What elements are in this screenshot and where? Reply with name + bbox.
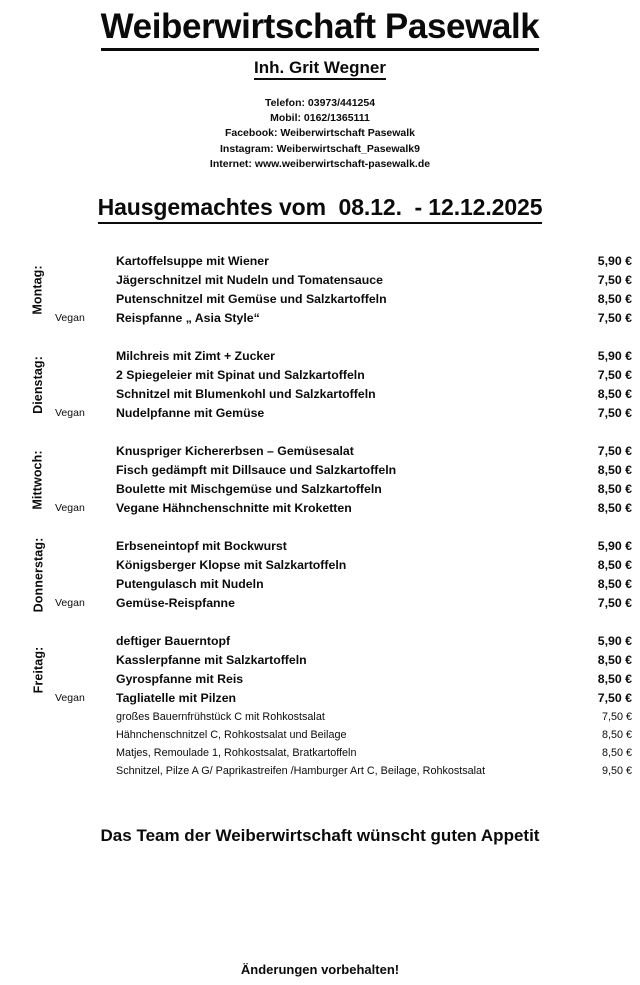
extra-price: 7,50 € — [601, 711, 632, 723]
dish-price: 8,50 € — [597, 482, 632, 496]
dish-row — [0, 537, 640, 556]
dish-price: 7,50 € — [597, 273, 632, 287]
contact-facebook: Facebook: Weiberwirtschaft Pasewalk — [224, 127, 416, 140]
dish-row — [0, 575, 640, 594]
extra-name: Hähnchenschnitzel C, Rohkostsalat und Beilage — [116, 729, 347, 741]
dish-row — [0, 689, 640, 708]
dish-name: Gyrospfanne mit Reis — [116, 672, 244, 686]
dish-name: Königsberger Klopse mit Salzkartoffeln — [116, 558, 347, 572]
dish-price: 7,50 € — [597, 691, 632, 705]
dish-row — [0, 594, 640, 613]
dish-price: 5,90 € — [597, 349, 632, 363]
dish-row — [0, 252, 640, 271]
dish-row — [0, 404, 640, 423]
dish-price: 8,50 € — [597, 387, 632, 401]
extra-row — [0, 744, 640, 762]
vegan-badge: Vegan — [55, 502, 85, 514]
owner-subtitle-text: Inh. Grit Wegner — [254, 58, 386, 80]
dish-row — [0, 442, 640, 461]
extra-row — [0, 708, 640, 726]
dish-name: Vegane Hähnchenschnitte mit Kroketten — [116, 501, 352, 515]
dish-name: Kartoffelsuppe mit Wiener — [116, 254, 269, 268]
day-group — [0, 537, 640, 632]
disclaimer-note: Änderungen vorbehalten! — [240, 962, 400, 977]
dish-name: Gemüse-Reispfanne — [116, 596, 235, 610]
extra-row — [0, 726, 640, 744]
contact-instagram: Instagram: Weiberwirtschaft_Pasewalk9 — [220, 142, 420, 155]
dish-row — [0, 347, 640, 366]
dish-price: 8,50 € — [597, 672, 632, 686]
dish-name: Milchreis mit Zimt + Zucker — [116, 349, 275, 363]
dish-name: deftiger Bauerntopf — [116, 634, 231, 648]
dish-price: 7,50 € — [597, 311, 632, 325]
dish-row — [0, 366, 640, 385]
dish-name: Boulette mit Mischgemüse und Salzkartoffeln — [116, 482, 382, 496]
dish-row — [0, 499, 640, 518]
dish-row — [0, 556, 640, 575]
period-heading — [0, 194, 640, 222]
extra-name: Matjes, Remoulade 1, Rohkostsalat, Bratkartoffeln — [116, 747, 357, 759]
extras-list — [0, 708, 640, 780]
day-group — [0, 347, 640, 442]
dish-name: Tagliatelle mit Pilzen — [116, 691, 237, 705]
dish-name: Nudelpfanne mit Gemüse — [116, 406, 265, 420]
day-label-text: Dienstag: — [30, 356, 45, 414]
dish-row — [0, 309, 640, 328]
contact-phone: Telefon: 03973/441254 — [264, 97, 376, 109]
period-heading-text: Hausgemachtes vom 08.12. - 12.12.2025 — [98, 194, 543, 224]
dish-price: 7,50 € — [597, 406, 632, 420]
extra-row — [0, 762, 640, 780]
dish-price: 7,50 € — [597, 444, 632, 458]
day-label-text: Montag: — [30, 265, 45, 315]
day-group — [0, 442, 640, 537]
contact-website: Internet: www.weiberwirtschaft-pasewalk.de — [209, 157, 431, 170]
menu-days — [0, 252, 640, 727]
extra-name: Schnitzel, Pilze A G/ Paprikastreifen /Hamburger Art C, Beilage, Rohkostsalat — [116, 765, 486, 777]
contact-block — [0, 96, 640, 172]
dish-name: Jägerschnitzel mit Nudeln und Tomatensauce — [116, 273, 383, 287]
extra-name: großes Bauernfrühstück C mit Rohkostsalat — [116, 711, 325, 723]
dish-price: 8,50 € — [597, 501, 632, 515]
dish-name: Knuspriger Kichererbsen – Gemüsesalat — [116, 444, 354, 458]
dish-name: Putengulasch mit Nudeln — [116, 577, 264, 591]
dish-row — [0, 271, 640, 290]
appetit-message: Das Team der Weiberwirtschaft wünscht guten Appetit — [100, 826, 540, 845]
vegan-badge: Vegan — [55, 407, 85, 419]
owner-subtitle — [0, 58, 640, 78]
dish-row — [0, 461, 640, 480]
dish-price: 5,90 € — [597, 254, 632, 268]
restaurant-title-text: Weiberwirtschaft Pasewalk — [101, 7, 540, 51]
dish-row — [0, 385, 640, 404]
extra-price: 8,50 € — [601, 729, 632, 741]
dish-price: 7,50 € — [597, 596, 632, 610]
dish-price: 7,50 € — [597, 368, 632, 382]
dish-row — [0, 480, 640, 499]
vegan-badge: Vegan — [55, 692, 85, 704]
dish-name: Reispfanne „ Asia Style“ — [116, 311, 260, 325]
dish-price: 8,50 € — [597, 577, 632, 591]
day-label-text: Freitag: — [30, 646, 45, 694]
contact-mobile: Mobil: 0162/1365111 — [270, 112, 370, 125]
dish-name: Erbseneintopf mit Bockwurst — [116, 539, 287, 553]
dish-price: 5,90 € — [597, 539, 632, 553]
extra-price: 9,50 € — [601, 765, 632, 777]
day-label-text: Mittwoch: — [30, 450, 45, 510]
dish-row — [0, 651, 640, 670]
dish-price: 8,50 € — [597, 463, 632, 477]
dish-name: Putenschnitzel mit Gemüse und Salzkartoffeln — [116, 292, 387, 306]
dish-price: 8,50 € — [597, 292, 632, 306]
dish-price: 8,50 € — [597, 558, 632, 572]
dish-name: Kasslerpfanne mit Salzkartoffeln — [116, 653, 307, 667]
extra-price: 8,50 € — [601, 747, 632, 759]
dish-name: Fisch gedämpft mit Dillsauce und Salzkartoffeln — [116, 463, 397, 477]
dish-row — [0, 670, 640, 689]
dish-row — [0, 632, 640, 651]
vegan-badge: Vegan — [55, 597, 85, 609]
restaurant-title — [0, 6, 640, 47]
day-group — [0, 252, 640, 347]
dish-name: 2 Spiegeleier mit Spinat und Salzkartoffeln — [116, 368, 365, 382]
dish-price: 5,90 € — [597, 634, 632, 648]
day-label-text: Donnerstag: — [31, 537, 45, 613]
dish-name: Schnitzel mit Blumenkohl und Salzkartoffeln — [116, 387, 376, 401]
vegan-badge: Vegan — [55, 312, 85, 324]
dish-row — [0, 290, 640, 309]
dish-price: 8,50 € — [597, 653, 632, 667]
